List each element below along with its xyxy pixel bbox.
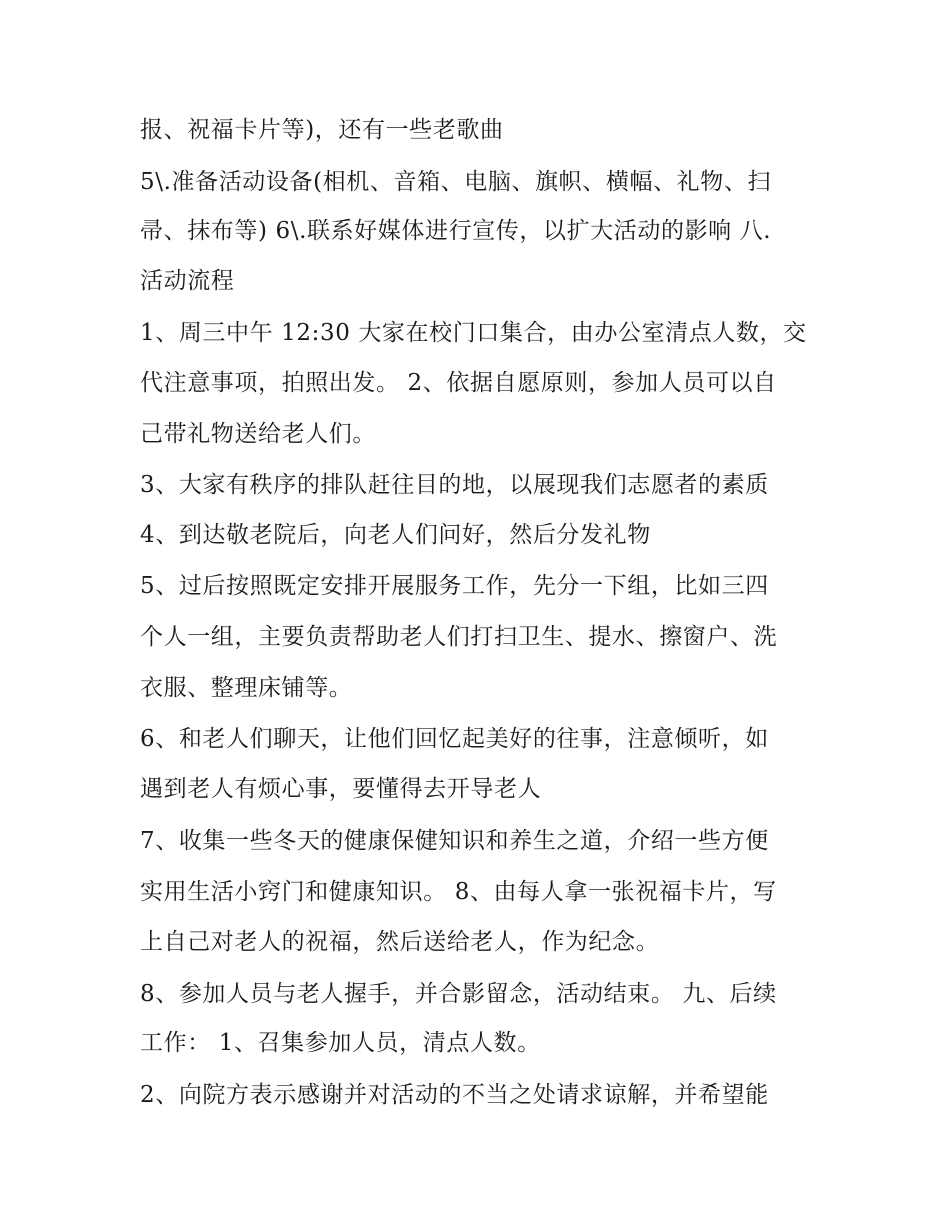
text-line: 工作： 1、召集参加人员，清点人数。 (140, 1030, 541, 1056)
text-line: 活动流程 (140, 268, 235, 294)
text-line: 衣服、整理床铺等。 (140, 675, 353, 701)
text-line: 己带礼物送给老人们。 (140, 421, 376, 447)
text-line: 5\.准备活动设备(相机、音箱、电脑、旗帜、横幅、礼物、扫 (140, 169, 772, 195)
text-line: 6、和老人们聊天，让他们回忆起美好的往事，注意倾听，如 (140, 726, 769, 752)
text-line: 5、过后按照既定安排开展服务工作，先分一下组，比如三四 (140, 573, 769, 599)
text-line: 代注意事项，拍照出发。 2、依据自愿原则，参加人员可以自 (140, 370, 777, 396)
text-line: 7、收集一些冬天的健康保健知识和养生之道，介绍一些方便 (140, 828, 769, 854)
text-line: 1、周三中午 12:30 大家在校门口集合，由办公室清点人数，交 (140, 320, 807, 346)
text-line: 8、参加人员与老人握手，并合影留念，活动结束。 九、后续 (140, 981, 777, 1007)
text-line: 3、大家有秩序的排队赶往目的地，以展现我们志愿者的素质 (140, 472, 769, 498)
text-line: 帚、抹布等) 6\.联系好媒体进行宣传，以扩大活动的影响 八. (140, 218, 772, 244)
text-line: 4、到达敬老院后，向老人们问好，然后分发礼物 (140, 522, 651, 548)
text-line: 上自己对老人的祝福，然后送给老人，作为纪念。 (140, 929, 660, 955)
text-line: 实用生活小窍门和健康知识。 8、由每人拿一张祝福卡片，写 (140, 879, 777, 905)
text-line: 2、向院方表示感谢并对活动的不当之处请求谅解，并希望能 (140, 1082, 769, 1108)
text-line: 报、祝福卡片等)，还有一些老歌曲 (140, 117, 504, 143)
text-line: 遇到老人有烦心事，要懂得去开导老人 (140, 776, 542, 802)
text-line: 个人一组，主要负责帮助老人们打扫卫生、提水、擦窗户、洗 (140, 624, 778, 650)
